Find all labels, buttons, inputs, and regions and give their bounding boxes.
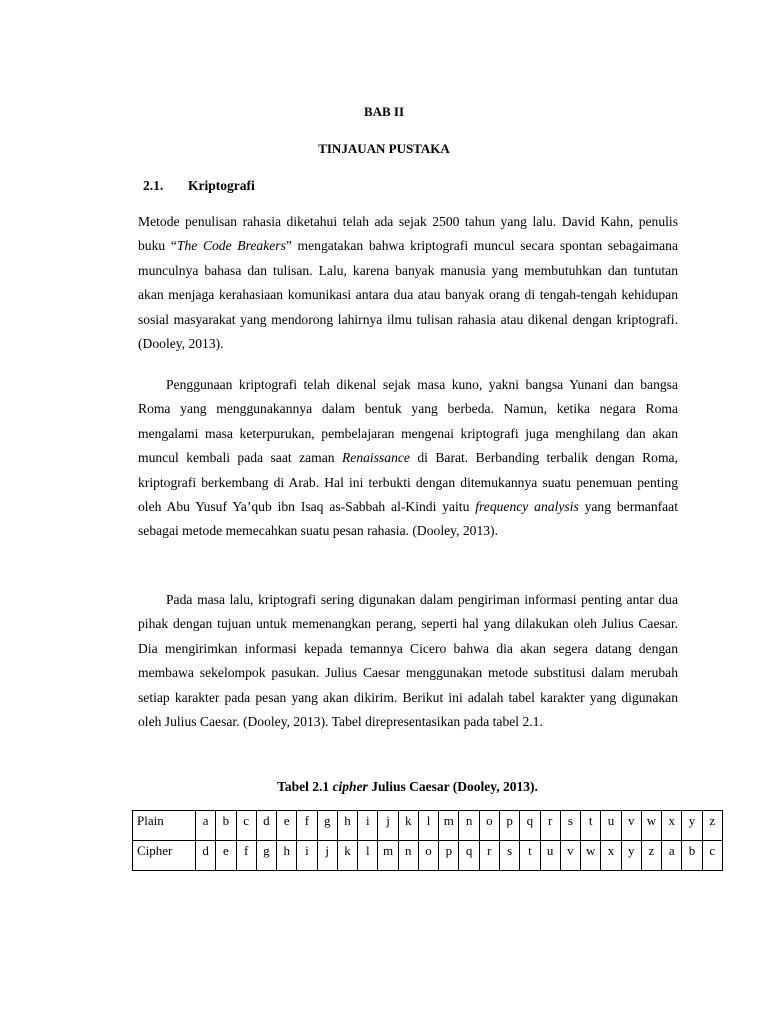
table-cell: d	[196, 841, 216, 871]
table-cell: r	[540, 811, 560, 841]
table-cell: u	[601, 811, 621, 841]
paragraph-text: Penggunaan kriptografi telah dikenal sejak masa kuno, yakni bangsa Yunani dan bangsa Roma yang menggunakannya dalam bentuk yang berbeda. Namun, ketika negara Roma mengalami masa keterpurukan, pembelajaran mengenai kriptografi juga menghilang dan akan muncul kembali pada saat zaman	[138, 377, 678, 466]
paragraph-1	[138, 210, 678, 356]
table-cell: e	[277, 811, 297, 841]
table-cell: q	[459, 841, 479, 871]
table-cell: s	[560, 811, 580, 841]
table-cell: h	[277, 841, 297, 871]
table-cell: k	[398, 811, 418, 841]
table-cell: f	[236, 841, 256, 871]
table-cell: q	[520, 811, 540, 841]
table-cell: y	[621, 841, 641, 871]
table-cell: g	[317, 811, 337, 841]
table-cell: t	[581, 811, 601, 841]
table-cell: l	[418, 811, 438, 841]
row-label: Cipher	[133, 841, 196, 871]
italic-term: frequency analysis	[475, 499, 579, 515]
caption-italic: cipher	[332, 779, 368, 794]
italic-term: Renaissance	[341, 450, 410, 466]
table-cell: x	[601, 841, 621, 871]
table-cell: y	[682, 811, 702, 841]
table-cell: x	[662, 811, 682, 841]
table-cell: c	[236, 811, 256, 841]
table-cell: w	[641, 811, 661, 841]
table-cell: d	[256, 811, 276, 841]
table-row	[133, 811, 723, 841]
table-cell: n	[398, 841, 418, 871]
table-cell: u	[540, 841, 560, 871]
table-cell: r	[479, 841, 499, 871]
table-cell: h	[337, 811, 357, 841]
table-cell: w	[581, 841, 601, 871]
chapter-title: TINJAUAN PUSTAKA	[318, 141, 450, 156]
caption-suffix: Julius Caesar (Dooley, 2013).	[367, 779, 538, 794]
caption-prefix: Tabel 2.1	[277, 779, 333, 794]
table-cell: j	[378, 811, 398, 841]
table-cell: m	[439, 811, 459, 841]
book-title: The Code Breakers	[176, 238, 286, 254]
table-caption	[0, 779, 768, 795]
section-title: Kriptografi	[188, 178, 255, 193]
table-cell: k	[337, 841, 357, 871]
table-cell: v	[621, 811, 641, 841]
paragraph-text: Metode penulisan rahasia diketahui telah ada sejak 2500 tahun yang lalu. David Kahn, penulis buku “	[138, 214, 678, 254]
table-cell: a	[662, 841, 682, 871]
table-row	[133, 841, 723, 871]
table-cell: o	[479, 811, 499, 841]
row-label: Plain	[133, 811, 196, 841]
paragraph-text: Pada masa lalu, kriptografi sering digunakan dalam pengiriman informasi penting antar dua pihak dengan tujuan untuk memenangkan perang, seperti hal yang dilakukan oleh Julius Caesar. Dia mengirimkan informasi kepada temannya Cicero bahwa dia akan segera datang dengan membawa sekelompok pasukan. Julius Caesar menggunakan metode substitusi dalam merubah setiap karakter pada pesan yang akan dikirim. Berikut ini adalah tabel karakter yang digunakan oleh Julius Caesar. (Dooley, 2013). Tabel direpresentasikan pada tabel 2.1.	[138, 592, 678, 730]
table-cell: z	[702, 811, 722, 841]
table-cell: j	[317, 841, 337, 871]
cipher-table	[132, 810, 723, 871]
table-cell: c	[702, 841, 722, 871]
section-number: 2.1.	[143, 178, 164, 193]
table-cell: v	[560, 841, 580, 871]
table-cell: e	[216, 841, 236, 871]
table-cell: i	[358, 811, 378, 841]
table-cell: p	[499, 811, 519, 841]
table-cell: t	[520, 841, 540, 871]
table-cell: n	[459, 811, 479, 841]
table-cell: m	[378, 841, 398, 871]
table-cell: i	[297, 841, 317, 871]
table-cell: g	[256, 841, 276, 871]
table-cell: p	[439, 841, 459, 871]
paragraph-text: yang bermanfaat sebagai metode memecahkan suatu pesan rahasia. (Dooley, 2013).	[138, 499, 678, 539]
table-cell: a	[196, 811, 216, 841]
paragraph-text: ” mengatakan bahwa kriptografi muncul secara spontan sebagaimana munculnya bahasa dan tulisan. Lalu, karena banyak manusia yang membutuhkan dan tuntutan akan menjaga kerahasiaan komunikasi antara dua atau banyak orang di tengah-tengah kehidupan sosial masyarakat yang mendorong lahirnya ilmu tulisan rahasia atau dikenal dengan kriptografi. (Dooley, 2013).	[138, 238, 678, 352]
table-cell: z	[641, 841, 661, 871]
paragraph-text: di Barat. Berbanding terbalik dengan Roma, kriptografi berkembang di Arab. Hal ini terbukti dengan ditemukannya suatu penemuan penting oleh Abu Yusuf Ya’qub ibn Isaq as-Sabbah al-Kindi yaitu	[138, 450, 678, 515]
table-cell: o	[418, 841, 438, 871]
table-cell: f	[297, 811, 317, 841]
table-cell: b	[216, 811, 236, 841]
table-cell: l	[358, 841, 378, 871]
table-cell: s	[499, 841, 519, 871]
table-cell: b	[682, 841, 702, 871]
chapter-number: BAB II	[363, 104, 405, 119]
paragraph-2	[138, 373, 678, 544]
paragraph-3	[138, 588, 678, 734]
section-heading	[143, 178, 255, 194]
